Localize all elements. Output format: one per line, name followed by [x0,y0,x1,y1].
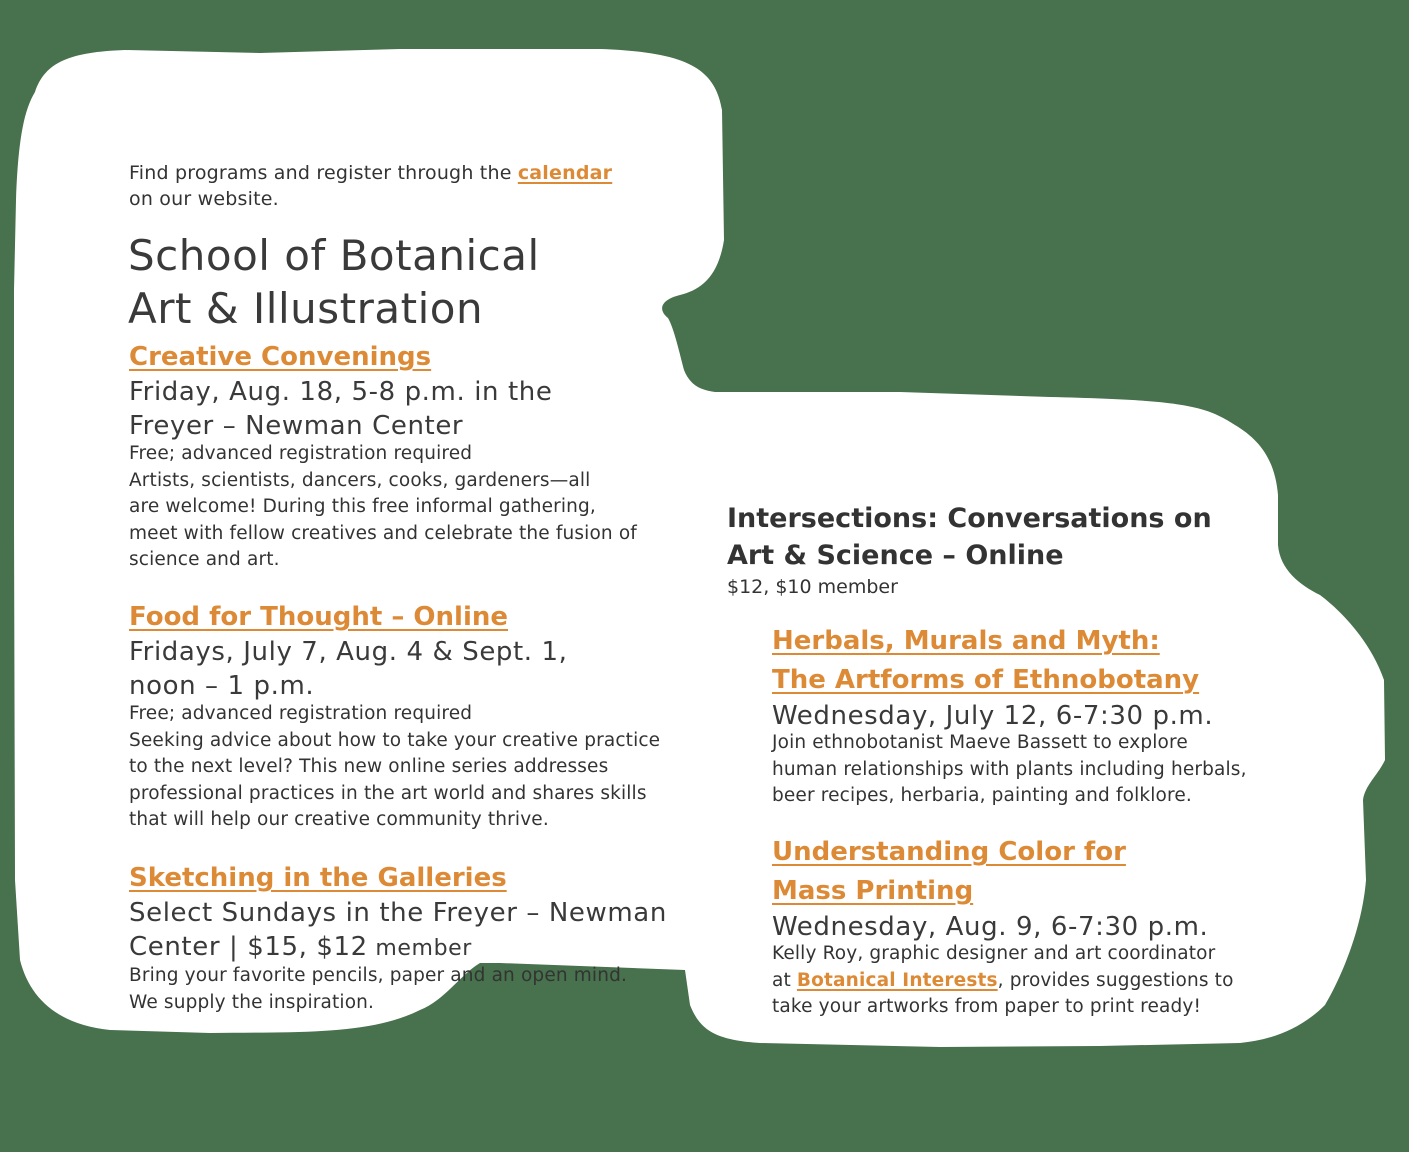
event-description-line: at Botanical Interests, provides suggestions to [772,969,1234,991]
event-food-for-thought [129,600,660,834]
event-when-line-2: noon – 1 p.m. [129,671,315,701]
event-when-line-1: Friday, Aug. 18, 5-8 p.m. in the [129,377,553,407]
event-title-link[interactable]: Creative Convenings [129,342,432,372]
event-description [772,941,1234,1021]
event-title-link[interactable]: Food for Thought – Online [129,602,508,632]
event-description-line: human relationships with plants including herbals, [772,758,1247,780]
event-description-line: to the next level? This new online series addresses [129,756,609,777]
event-description-line: take your artworks from paper to print ready! [772,996,1202,1017]
event-description-line: Free; advanced registration required [129,703,473,724]
event-when-line-1: Select Sundays in the Freyer – Newman [129,898,667,928]
intro-text [129,160,612,212]
event-description [772,730,1247,810]
event-description-line: are welcome! During this free informal gathering, [129,496,596,517]
event-understanding-color [772,833,1234,1021]
series-price: $12, $10 member [727,576,898,598]
event-when-line-2: Center | $15, $12 member [129,932,472,962]
title-line-1: School of Botanical [128,231,540,280]
title-line-2: Art & Illustration [128,284,484,333]
calendar-link[interactable]: calendar [517,162,613,184]
event-when-line-1: Fridays, July 7, Aug. 4 & Sept. 1, [129,637,568,667]
event-description [129,963,667,1016]
intro-line-2: on our website. [129,188,279,210]
event-description-line: Kelly Roy, graphic designer and art coordinator [772,943,1216,964]
event-herbals-murals-myth [772,622,1247,810]
event-sketching-in-the-galleries [129,861,667,1016]
series-title: Intersections: Conversations on Art & Science – Online [727,503,1212,571]
event-when: Wednesday, July 12, 6-7:30 p.m. [772,701,1214,731]
event-when-line-2: Freyer – Newman Center [129,411,464,441]
event-description-line: Free; advanced registration required [129,443,473,464]
event-title-link[interactable]: Herbals, Murals and Myth: The Artforms of Ethnobotany [772,626,1200,695]
event-description [129,701,660,834]
event-description-line: that will help our creative community thrive. [129,809,549,830]
event-title-link[interactable]: Understanding Color for Mass Printing [772,837,1126,906]
event-description-line: professional practices in the art world and shares skills [129,782,647,804]
event-when: Wednesday, Aug. 9, 6-7:30 p.m. [772,912,1209,942]
event-description-line: science and art. [129,549,280,570]
botanical-interests-link[interactable]: Botanical Interests [796,969,998,991]
event-description-line: We supply the inspiration. [129,991,375,1013]
event-title-link[interactable]: Sketching in the Galleries [129,863,507,893]
event-description-line: meet with fellow creatives and celebrate the fusion of [129,522,637,544]
event-description-line: Bring your favorite pencils, paper and an open mind. [129,965,628,986]
event-description-line: Join ethnobotanist Maeve Bassett to explore [772,732,1188,753]
page-title [128,229,540,335]
event-description-line: Seeking advice about how to take your creative practice [129,729,661,751]
event-description [129,441,637,574]
event-description-line: beer recipes, herbaria, painting and folklore. [772,785,1192,806]
intro-line-1: Find programs and register through the calendar [129,162,613,184]
event-creative-convenings [129,340,637,574]
event-description-line: Artists, scientists, dancers, cooks, gardeners—all [129,469,591,491]
